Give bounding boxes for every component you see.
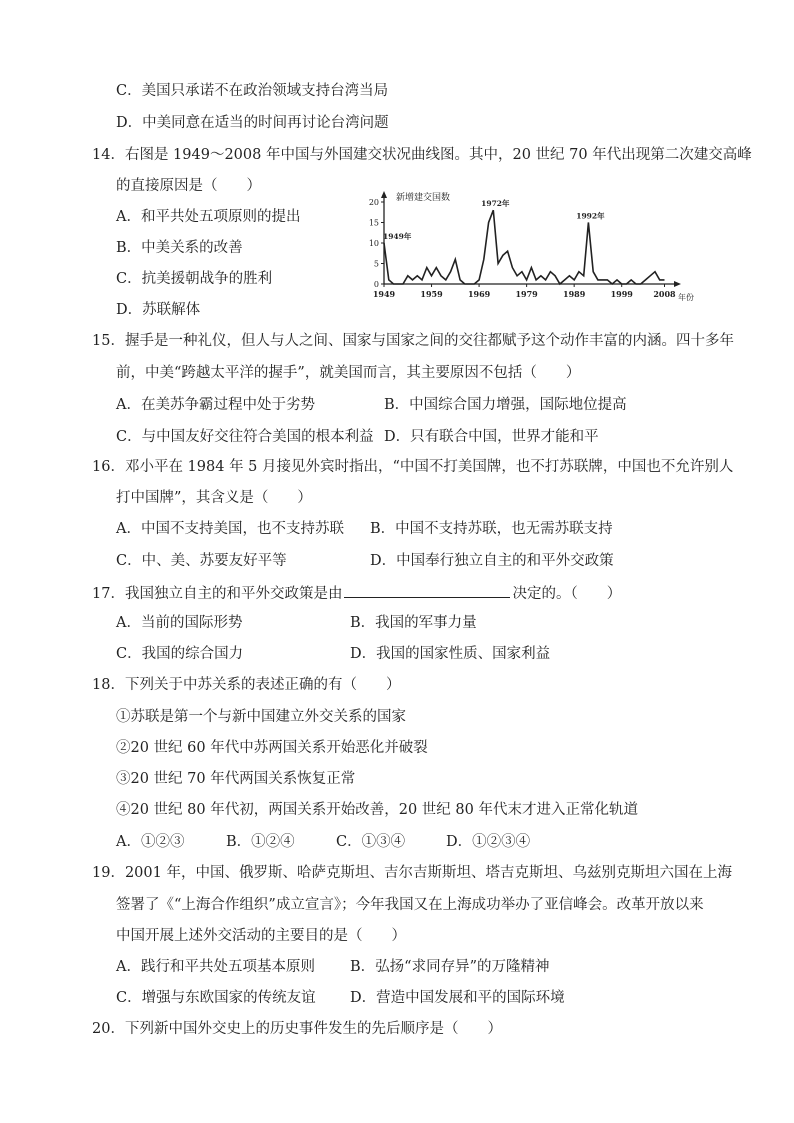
q18-statement-3: ③20 世纪 70 年代两国关系恢复正常 <box>116 771 356 787</box>
y-tick-label: 10 <box>368 239 379 248</box>
y-tick-label: 0 <box>373 280 379 289</box>
q18-option-d: D．①②③④ <box>446 834 531 850</box>
annotation-label: 1949年 <box>383 232 412 241</box>
y-tick-label: 20 <box>368 198 379 207</box>
q19-option-d: D．营造中国发展和平的国际环境 <box>350 990 565 1006</box>
q17-answer-blank <box>344 583 510 598</box>
q14-option-d: D．苏联解体 <box>116 302 201 318</box>
q15-stem-line-1: 15．握手是一种礼仪，但人与人之间、国家与国家之间的交往都赋予这个动作丰富的内涵。四十多年 <box>92 333 734 349</box>
x-axis-label: 年份 <box>678 293 694 302</box>
y-axis-arrow <box>381 191 387 198</box>
q15-option-a: A．在美苏争霸过程中处于劣势 <box>116 397 315 413</box>
q16-stem-line-2: 打中国牌”，其含义是（ ） <box>116 490 312 506</box>
q15-option-b: B．中国综合国力增强，国际地位提高 <box>384 397 627 413</box>
q19-stem-line-3: 中国开展上述外交活动的主要目的是（ ） <box>116 928 406 944</box>
q16-option-b: B．中国不支持苏联，也无需苏联支持 <box>370 521 613 537</box>
q15-option-d: D．只有联合中国，世界才能和平 <box>384 429 599 445</box>
x-tick-label: 1989 <box>563 289 586 299</box>
chart-axes <box>381 191 681 287</box>
x-tick-label: 1949 <box>372 289 396 299</box>
q14-option-b: B．中美关系的改善 <box>116 240 243 256</box>
q18-statement-2: ②20 世纪 60 年代中苏两国关系开始恶化并破裂 <box>116 740 428 756</box>
q14-option-c: C．抗美援朝战争的胜利 <box>116 271 273 287</box>
annotation-label: 1972年 <box>481 199 510 209</box>
q17-stem <box>92 583 621 603</box>
x-tick-label: 1979 <box>515 289 538 299</box>
q13-option-c: C．美国只承诺不在政治领域支持台湾当局 <box>116 83 389 99</box>
q18-stem: 18．下列关于中苏关系的表述正确的有（ ） <box>92 677 401 693</box>
q19-option-c: C．增强与东欧国家的传统友谊 <box>116 990 316 1006</box>
q17-option-b: B．我国的军事力量 <box>350 615 477 631</box>
y-tick-label: 5 <box>373 259 379 269</box>
q19-stem-line-1: 19．2001 年，中国、俄罗斯、哈萨克斯坦、吉尔吉斯斯坦、塔吉克斯坦、乌兹别克斯坦六国在上海 <box>92 865 732 881</box>
annotation-label: 1992年 <box>576 211 605 221</box>
series-line <box>384 210 665 284</box>
q17-option-a: A．当前的国际形势 <box>116 615 243 631</box>
x-tick-label: 1969 <box>467 289 491 299</box>
q17-option-c: C．我国的综合国力 <box>116 646 244 662</box>
q14-stem-line-1: 14．右图是 1949～2008 年中国与外国建交状况曲线图。其中，20 世纪 70 年代出现第二次建交高峰 <box>92 147 752 163</box>
q16-option-a: A．中国不支持美国，也不支持苏联 <box>116 521 344 537</box>
chart-title: 新增建交国数 <box>396 193 451 203</box>
q18-statement-1: ①苏联是第一个与新中国建立外交关系的国家 <box>116 709 406 725</box>
q17-stem-suffix: 决定的。（ ） <box>512 586 622 602</box>
q16-stem-line-1: 16．邓小平在 1984 年 5 月接见外宾时指出，“中国不打美国牌，也不打苏联牌，中国也不允许别人 <box>92 459 734 475</box>
q17-option-d: D．我国的国家性质、国家利益 <box>350 646 551 662</box>
x-tick-label: 2008 <box>653 289 676 299</box>
q19-stem-line-2: 签署了《“上海合作组织”成立宣言》；今年我国又在上海成功举办了亚信峰会。改革开放以来 <box>116 897 704 913</box>
q16-option-d: D．中国奉行独立自主的和平外交政策 <box>370 553 614 569</box>
q14-stem-line-2: 的直接原因是（ ） <box>116 178 261 194</box>
q18-option-c: C．①③④ <box>336 834 406 850</box>
q20-stem: 20．下列新中国外交史上的历史事件发生的先后顺序是（ ） <box>92 1021 502 1037</box>
q19-option-b: B．弘扬“求同存异”的万隆精神 <box>350 959 550 975</box>
x-tick-label: 1999 <box>610 289 633 299</box>
x-axis-arrow <box>674 281 681 287</box>
q13-option-d: D．中美同意在适当的时间再讨论台湾问题 <box>116 115 389 131</box>
q19-option-a: A．践行和平共处五项基本原则 <box>116 959 315 975</box>
q15-stem-line-2: 前，中美“跨越太平洋的握手”，就美国而言，其主要原因不包括（ ） <box>116 365 581 381</box>
y-tick-label: 15 <box>368 218 379 228</box>
q15-option-c: C．与中国友好交往符合美国的根本利益 <box>116 429 374 445</box>
q14-option-a: A．和平共处五项原则的提出 <box>116 209 301 225</box>
x-tick-label: 1959 <box>420 289 443 299</box>
q18-statement-4: ④20 世纪 80 年代初，两国关系开始改善，20 世纪 80 年代末才进入正常化轨道 <box>116 802 638 818</box>
diplomatic-relations-chart <box>362 188 692 306</box>
q16-option-c: C．中、美、苏要友好平等 <box>116 553 287 569</box>
q18-option-b: B．①②④ <box>226 834 295 850</box>
q17-stem-prefix: 17．我国独立自主的和平外交政策是由 <box>92 586 343 602</box>
q18-option-a: A．①②③ <box>116 834 185 850</box>
